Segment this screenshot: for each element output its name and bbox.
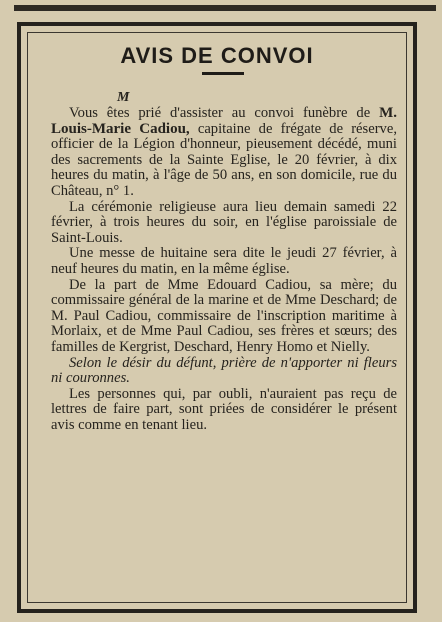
paragraph-wish: Selon le désir du défunt, prière de n'apporter ni fleurs ni couronnes. [51,354,397,387]
title-underline [202,72,244,75]
paragraph-mass: Une messe de huitaine sera dite le jeudi 27 février, à neuf heures du matin, en la même église. [51,245,397,277]
notice-body [51,106,397,433]
paragraph-announcement [51,106,397,200]
top-column-rule [14,5,436,11]
salutation: M [117,90,130,105]
paragraph-ceremony: La cérémonie religieuse aura lieu demain samedi 22 février, à trois heures du soir, en l'église paroissiale de Saint-Louis. [51,198,397,246]
notice-frame [17,22,417,613]
deceased-name: M. Louis-Marie Cadiou, [51,105,397,137]
announcement-intro: Vous êtes prié d'assister au convoi funèbre de [69,105,380,121]
announcement-details: capitaine de frégate de réserve, officier de la Légion d'honneur, pieusement décédé, muni des sacrements de la Sainte Eglise, le 20 février, à dix heures du matin, à l'âge de 50 ans, en son domicile, rue du Château, n° 1. [51,120,397,199]
notice-title: AVIS DE CONVOI [120,43,314,68]
paragraph-closing: Les personnes qui, par oubli, n'auraient pas reçu de lettres de faire part, sont priées de considérer le présent avis comme en tenant lieu. [51,385,397,433]
paragraph-family: De la part de Mme Edouard Cadiou, sa mère; du commissaire général de la marine et de Mme Deschard; de M. Paul Cadiou, commissaire de l'inscription maritime à Morlaix, et de Mme Paul Cadiou, ses frères et sœurs; des familles de Kergrist, Deschard, Henry Homo et Nielly. [51,276,397,355]
